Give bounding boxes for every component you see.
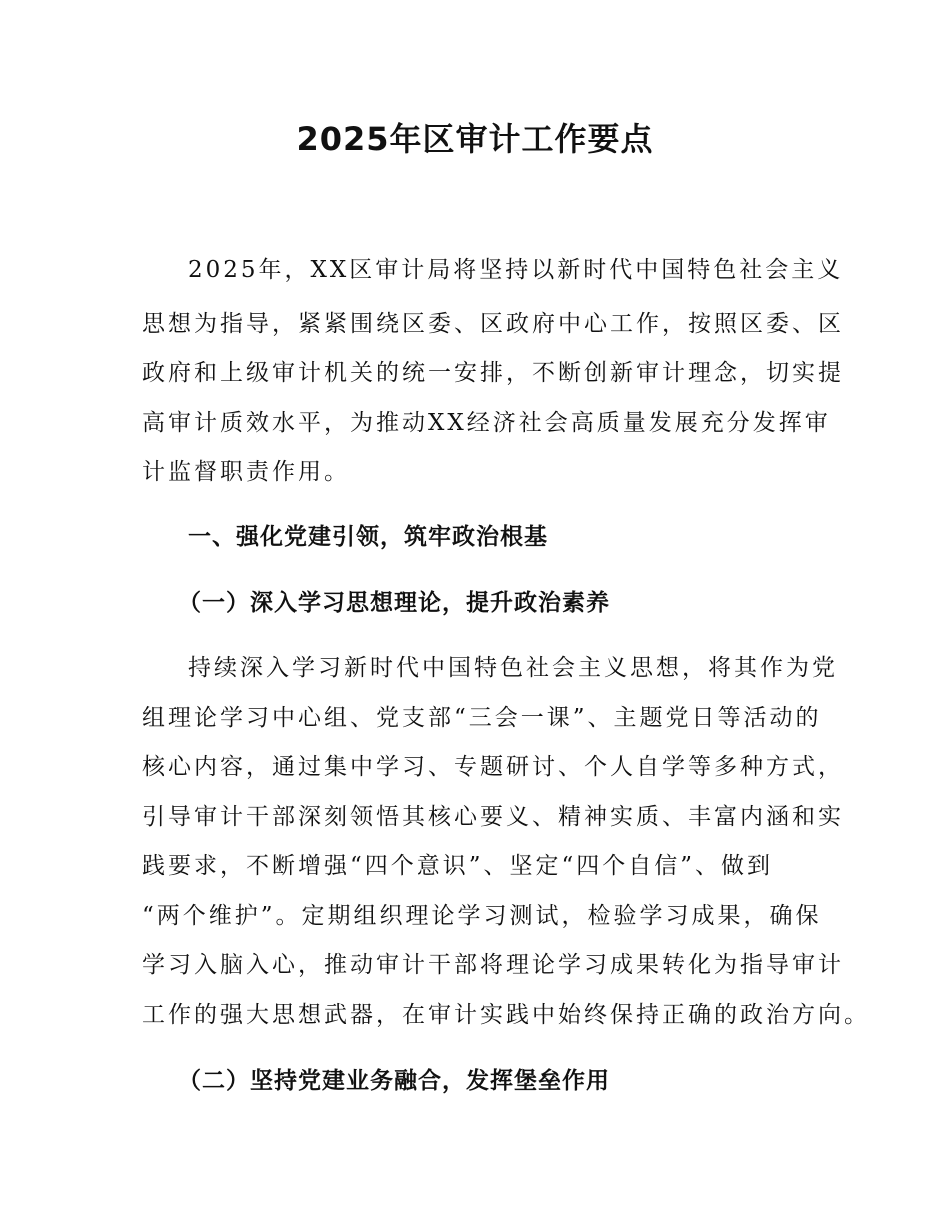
intro-line: 思想为指导，紧紧围绕区委、区政府中心工作，按照区委、区 xyxy=(142,311,844,337)
intro-line: 政府和上级审计机关的统一安排，不断创新审计理念，切实提 xyxy=(142,360,844,386)
body-line: “两个维护”。定期组织理论学习测试，检验学习成果，确保 xyxy=(142,903,822,929)
intro-line: 高审计质效水平，为推动XX经济社会高质量发展充分发挥审 xyxy=(142,410,831,436)
section-1-heading: 一、强化党建引领，筑牢政治根基 xyxy=(188,524,548,550)
body-line: 工作的强大思想武器，在审计实践中始终保持正确的政治方向。 xyxy=(142,1002,870,1028)
intro-line: 计监督职责作用。 xyxy=(142,459,350,485)
body-line: 持续深入学习新时代中国特色社会主义思想，将其作为党 xyxy=(188,655,838,681)
body-line: 核心内容，通过集中学习、专题研讨、个人自学等多种方式， xyxy=(142,754,844,780)
document-title: 2025年区审计工作要点 xyxy=(296,120,654,158)
body-line: 引导审计干部深刻领悟其核心要义、精神实质、丰富内涵和实 xyxy=(142,804,844,830)
body-line: 组理论学习中心组、党支部“三会一课”、主题党日等活动的 xyxy=(142,705,822,731)
subsection-1-heading: （一）深入学习思想理论，提升政治素养 xyxy=(178,590,610,616)
intro-line: 2025年，XX区审计局将坚持以新时代中国特色社会主义 xyxy=(188,257,844,283)
body-line: 践要求，不断增强“四个意识”、坚定“四个自信”、做到 xyxy=(142,853,774,879)
body-line: 学习入脑入心，推动审计干部将理论学习成果转化为指导审计 xyxy=(142,952,844,978)
subsection-2-heading: （二）坚持党建业务融合，发挥堡垒作用 xyxy=(178,1068,610,1094)
